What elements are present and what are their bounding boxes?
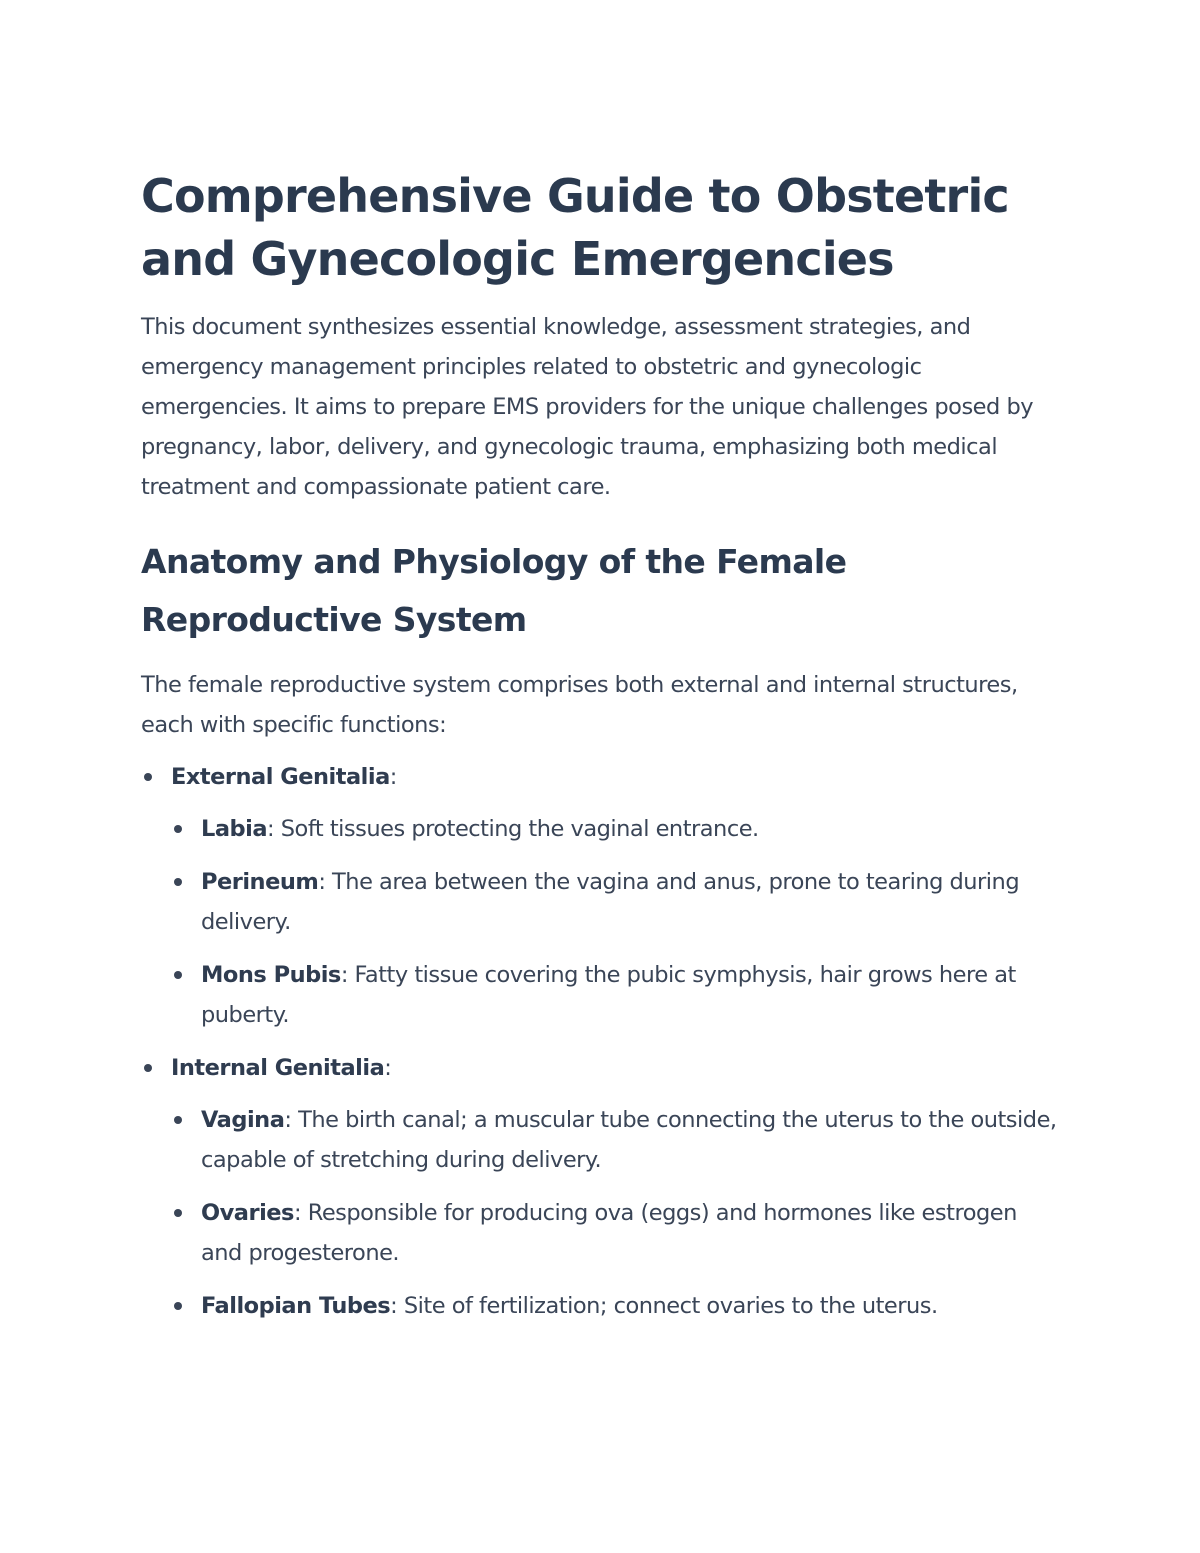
- item-term: Perineum: [201, 869, 319, 895]
- item-colon: :: [267, 816, 275, 842]
- item-term: Labia: [201, 816, 268, 842]
- list-item-ovaries: [171, 1193, 1061, 1273]
- item-term: Vagina: [201, 1107, 285, 1133]
- item-colon: :: [318, 869, 326, 895]
- bullet-icon: [174, 1302, 182, 1310]
- item-text: Responsible for producing ova (eggs) and hormones like estrogen and progesterone.: [201, 1200, 1017, 1266]
- document-page: [141, 165, 1061, 1339]
- group-label: Internal Genitalia: [171, 1055, 385, 1081]
- item-text: Fatty tissue covering the pubic symphysis, hair grows here at puberty.: [201, 962, 1016, 1028]
- item-colon: :: [390, 1293, 398, 1319]
- internal-genitalia-list: [171, 1100, 1061, 1326]
- group-colon: :: [384, 1055, 392, 1081]
- list-item-vagina: [171, 1100, 1061, 1180]
- item-text: Site of fertilization; connect ovaries to the uterus.: [397, 1293, 938, 1319]
- anatomy-list: [141, 757, 1061, 1326]
- item-term: Ovaries: [201, 1200, 294, 1226]
- bullet-icon: [174, 1209, 182, 1217]
- item-text: Soft tissues protecting the vaginal entrance.: [274, 816, 759, 842]
- section-intro: The female reproductive system comprises both external and internal structures, each with specific functions:: [141, 672, 1018, 738]
- list-item-mons-pubis: [171, 955, 1061, 1035]
- item-text: The area between the vagina and anus, prone to tearing during delivery.: [201, 869, 1020, 935]
- bullet-icon: [174, 1116, 182, 1124]
- item-term: Mons Pubis: [201, 962, 341, 988]
- item-colon: :: [340, 962, 348, 988]
- bullet-icon: [144, 1064, 152, 1072]
- item-term: Fallopian Tubes: [201, 1293, 391, 1319]
- intro-paragraph: This document synthesizes essential knowledge, assessment strategies, and emergency management principles related to obstetric and gynecologic emergencies. It aims to prepare EMS providers for the unique challenges posed by pregnancy, labor, delivery, and gynecologic trauma, emphasizing both medical treatment and compassionate patient care.: [141, 314, 1034, 500]
- bullet-icon: [174, 971, 182, 979]
- list-item-labia: [171, 809, 1061, 849]
- list-item-external-genitalia: [141, 757, 1061, 1035]
- list-item-perineum: [171, 862, 1061, 942]
- item-text: The birth canal; a muscular tube connecting the uterus to the outside, capable of stretching during delivery.: [201, 1107, 1057, 1173]
- bullet-icon: [174, 825, 182, 833]
- page-title: Comprehensive Guide to Obstetric and Gynecologic Emergencies: [141, 169, 1009, 286]
- item-colon: :: [284, 1107, 292, 1133]
- group-colon: :: [389, 764, 397, 790]
- bullet-icon: [144, 773, 152, 781]
- external-genitalia-list: [171, 809, 1061, 1035]
- list-item-fallopian-tubes: [171, 1286, 1061, 1326]
- list-item-internal-genitalia: [141, 1048, 1061, 1326]
- group-label: External Genitalia: [171, 764, 390, 790]
- item-colon: :: [293, 1200, 302, 1226]
- section-heading: Anatomy and Physiology of the Female Reproductive System: [141, 542, 847, 639]
- bullet-icon: [174, 878, 182, 886]
